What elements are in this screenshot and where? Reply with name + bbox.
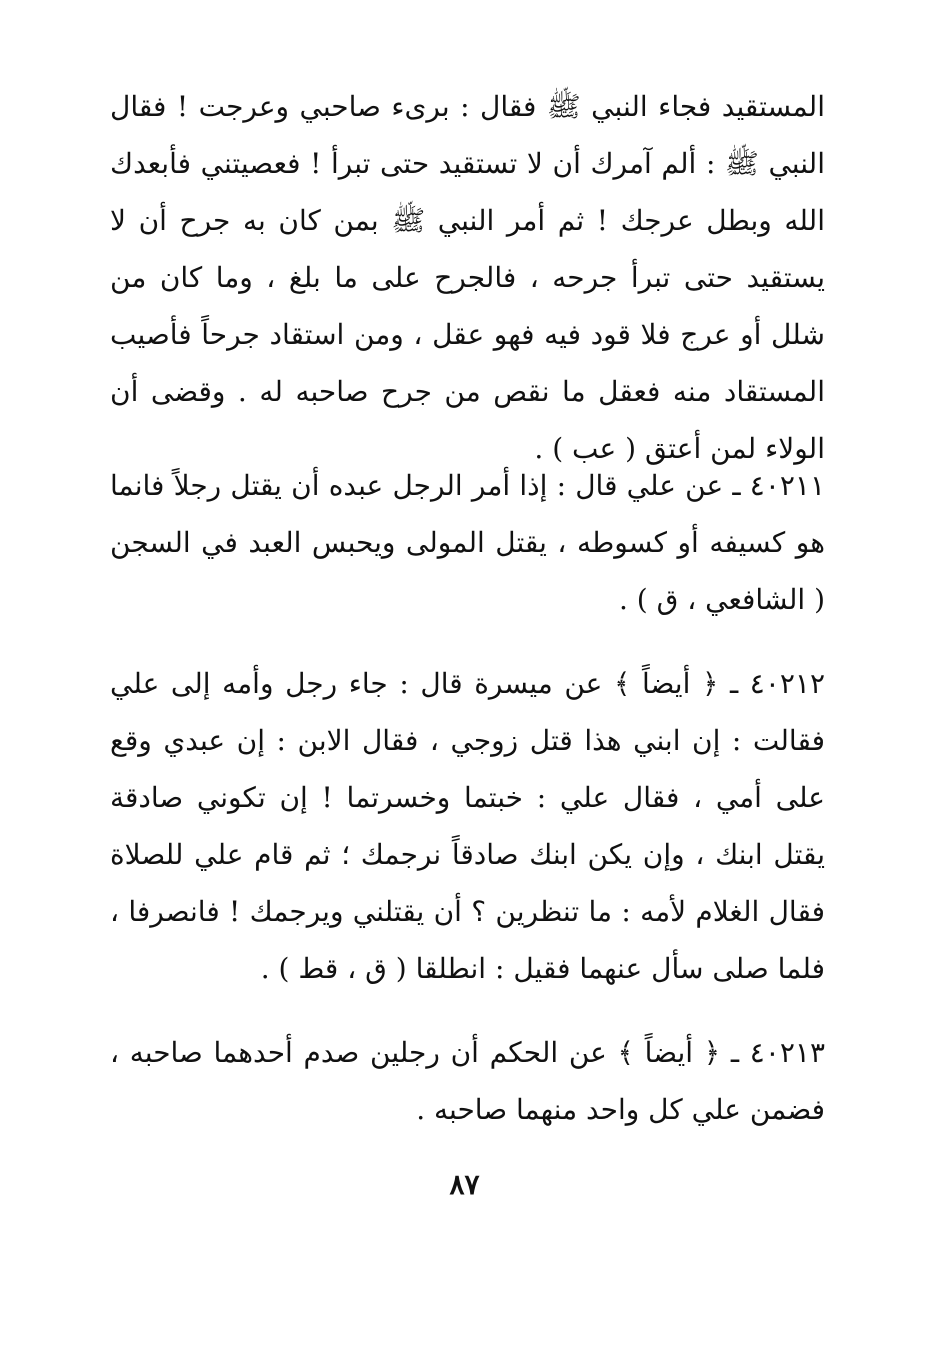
- paragraph-text: ٤٠٢١٣ ـ ﴿ أيضاً ﴾ عن الحكم أن رجلين صدم أحدهما صاحبه ، فضمن علي كل واحد منهما صاحبه .: [110, 1036, 825, 1126]
- paragraph-40213: [110, 1024, 825, 1138]
- paragraph-40212: [110, 655, 825, 997]
- paragraph-text: المستقيد فجاء النبي ﷺ فقال : برىء صاحبي وعرجت ! فقال النبي ﷺ : ألم آمرك أن لا تستقيد حتى تبرأ ! فعصيتني فأبعدك الله وبطل عرجك ! ثم أمر النبي ﷺ بمن كان به جرح أن لا يستقيد حتى تبرأ جرحه ، فالجرح على ما بلغ ، وما كان من شلل أو عرج فلا قود فيه فهو عقل ، ومن استقاد جرحاً فأصيب المستقاد منه فعقل ما نقص من جرح صاحبه له . وقضى أن الولاء لمن أعتق ( عب ) .: [110, 90, 825, 465]
- paragraph-40211: [110, 457, 825, 628]
- paragraph-text: ٤٠٢١١ ـ عن علي قال : إذا أمر الرجل عبده أن يقتل رجلاً فانما هو كسيفه أو كسوطه ، يقتل المولى ويحبس العبد في السجن ( الشافعي ، ق ) .: [110, 469, 825, 616]
- page-number: ٨٧: [449, 1168, 480, 1201]
- paragraph-text: ٤٠٢١٢ ـ ﴿ أيضاً ﴾ عن ميسرة قال : جاء رجل وأمه إلى علي فقالت : إن ابني هذا قتل زوجي ، فقال الابن : إن عبدي وقع على أمي ، فقال علي : خبتما وخسرتما ! إن تكوني صادقة يقتل ابنك ، وإن يكن ابنك صادقاً نرجمك ؛ ثم قام علي للصلاة فقال الغلام لأمه : ما تنظرين ؟ أن يقتلني ويرجمك ! فانصرفا ، فلما صلى سأل عنهما فقيل : انطلقا ( ق ، قط ) .: [110, 667, 825, 985]
- paragraph-continuation: [110, 78, 825, 477]
